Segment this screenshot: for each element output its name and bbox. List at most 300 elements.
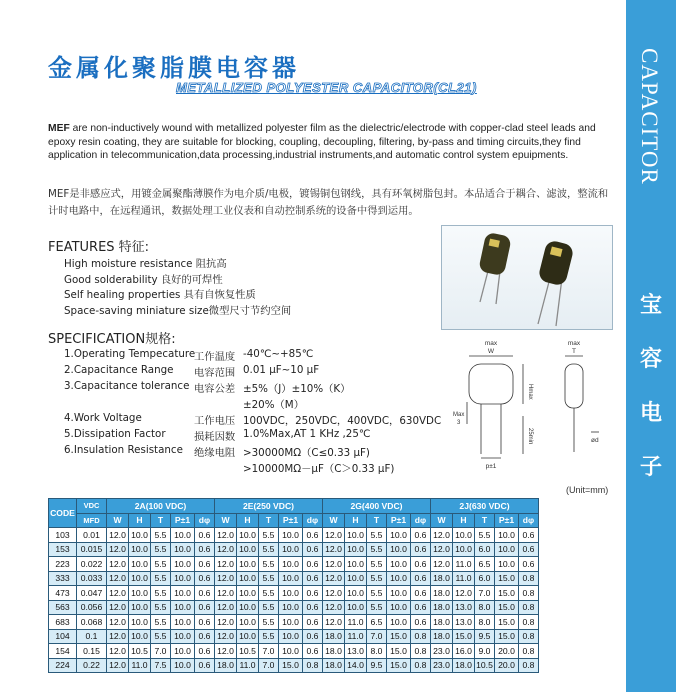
table-cell: 18.0 [431, 586, 453, 601]
table-cell: 11.0 [453, 557, 475, 572]
page-title-cn: 金属化聚脂膜电容器 [48, 54, 300, 82]
table-cell: 12.0 [215, 528, 237, 543]
table-cell: 18.0 [323, 629, 345, 644]
table-cell: 12.0 [107, 557, 129, 572]
table-cell: 10.0 [495, 528, 519, 543]
table-cell: 16.0 [453, 644, 475, 659]
dim-pitch-label: p±1 [485, 463, 497, 470]
intro-cn: MEF是非感应式，用镀金属聚酯薄膜作为电介质/电极，镀锡铜包钢线，具有环氧树脂包封。本品适合于耦合、滤波，整流和计时电路中，在远程通讯，数据处理工业仪表和自动控制系统的设备中得到运用。 [48, 188, 609, 217]
row-capacitance: 0.22 [77, 658, 107, 673]
table-cell: 18.0 [431, 600, 453, 615]
table-cell: 0.6 [519, 528, 539, 543]
spec-label-cn: 电容公差 [194, 383, 236, 395]
subcol-header: T [259, 513, 279, 528]
table-cell: 10.0 [345, 528, 367, 543]
table-cell: 0.6 [411, 571, 431, 586]
table-cell: 10.0 [171, 658, 195, 673]
table-cell: 0.6 [303, 528, 323, 543]
table-cell: 0.8 [519, 615, 539, 630]
subcol-header: H [453, 513, 475, 528]
table-cell: 0.6 [303, 615, 323, 630]
table-cell: 5.5 [151, 571, 171, 586]
table-cell: 12.0 [107, 629, 129, 644]
table-cell: 12.0 [107, 528, 129, 543]
group-header: 2A(100 VDC) [107, 499, 215, 514]
table-cell: 10.0 [387, 542, 411, 557]
table-cell: 0.6 [195, 542, 215, 557]
table-cell: 0.8 [303, 658, 323, 673]
table-cell: 10.0 [129, 557, 151, 572]
subcol-header: dφ [519, 513, 539, 528]
table-cell: 7.0 [367, 629, 387, 644]
table-cell: 0.6 [519, 542, 539, 557]
dim-lead-dia-label: ød [591, 437, 599, 444]
row-code: 333 [49, 571, 77, 586]
table-cell: 10.0 [279, 629, 303, 644]
table-cell: 12.0 [215, 600, 237, 615]
table-row [49, 557, 539, 572]
feature-item: High moisture resistance 阻抗高 [64, 258, 227, 270]
table-group-header-row [49, 499, 539, 514]
table-cell: 10.0 [237, 542, 259, 557]
table-cell: 18.0 [323, 644, 345, 659]
table-cell: 10.0 [453, 542, 475, 557]
table-cell: 5.5 [259, 586, 279, 601]
row-capacitance: 0.056 [77, 600, 107, 615]
row-code: 563 [49, 600, 77, 615]
table-cell: 5.5 [151, 542, 171, 557]
subcol-header: T [367, 513, 387, 528]
table-cell: 10.0 [237, 557, 259, 572]
spec-label-en: 5.Dissipation Factor [64, 428, 166, 440]
table-cell: 18.0 [431, 629, 453, 644]
group-header: 2J(630 VDC) [431, 499, 539, 514]
table-cell: 10.5 [237, 644, 259, 659]
table-cell: 15.0 [387, 629, 411, 644]
table-cell: 12.0 [431, 542, 453, 557]
table-cell: 10.5 [475, 658, 495, 673]
dim-max-t-label-b: T [572, 348, 576, 355]
table-cell: 5.5 [151, 586, 171, 601]
subcol-header: P±1 [387, 513, 411, 528]
table-cell: 6.0 [475, 571, 495, 586]
table-cell: 6.5 [367, 615, 387, 630]
table-cell: 10.0 [345, 600, 367, 615]
row-code: 683 [49, 615, 77, 630]
spec-value: >30000MΩ（C≤0.33 µF) [243, 447, 370, 459]
spec-label-en: 6.Insulation Resistance [64, 444, 183, 456]
specification-heading: SPECIFICATION规格: [48, 332, 176, 347]
table-cell: 10.0 [237, 600, 259, 615]
table-cell: 0.6 [411, 586, 431, 601]
table-cell: 15.0 [453, 629, 475, 644]
table-cell: 12.0 [323, 586, 345, 601]
table-cell: 12.0 [107, 615, 129, 630]
dimension-drawing [441, 336, 613, 476]
table-cell: 12.0 [215, 542, 237, 557]
table-cell: 5.5 [151, 615, 171, 630]
dimension-table [48, 498, 539, 673]
table-cell: 5.5 [259, 600, 279, 615]
subcol-header: H [345, 513, 367, 528]
spec-label-cn: 绝缘电阻 [194, 447, 236, 459]
dim-w-label: W [487, 348, 495, 355]
mfd-header: MFD [77, 513, 107, 528]
table-cell: 14.0 [345, 658, 367, 673]
table-cell: 5.5 [367, 600, 387, 615]
subcol-header: H [129, 513, 151, 528]
table-cell: 13.0 [345, 644, 367, 659]
table-cell: 0.8 [411, 658, 431, 673]
table-cell: 18.0 [215, 658, 237, 673]
table-cell: 10.0 [387, 528, 411, 543]
table-cell: 10.0 [495, 542, 519, 557]
table-cell: 10.0 [279, 600, 303, 615]
sidebar-title-en [626, 48, 676, 258]
brand-char: 子 [639, 454, 662, 480]
table-cell: 0.6 [195, 600, 215, 615]
table-cell: 23.0 [431, 644, 453, 659]
table-cell: 0.8 [519, 571, 539, 586]
table-cell: 12.0 [107, 571, 129, 586]
table-cell: 15.0 [279, 658, 303, 673]
table-cell: 8.0 [475, 615, 495, 630]
table-cell: 12.0 [107, 658, 129, 673]
spec-label-cn: 工作电压 [194, 415, 236, 427]
table-cell: 13.0 [453, 600, 475, 615]
row-capacitance: 0.033 [77, 571, 107, 586]
table-cell: 12.0 [215, 571, 237, 586]
table-cell: 10.0 [453, 528, 475, 543]
dim-max-t-label-a: max [567, 340, 581, 347]
table-cell: 0.8 [411, 629, 431, 644]
table-cell: 12.0 [323, 557, 345, 572]
row-capacitance: 0.068 [77, 615, 107, 630]
unit-note: (Unit=mm) [566, 485, 609, 495]
table-row [49, 528, 539, 543]
table-row [49, 644, 539, 659]
table-row [49, 542, 539, 557]
table-cell: 0.6 [411, 528, 431, 543]
table-cell: 7.0 [475, 586, 495, 601]
table-cell: 0.8 [519, 629, 539, 644]
subcol-header: P±1 [279, 513, 303, 528]
spec-value: ±20%（M） [243, 399, 304, 411]
row-code: 154 [49, 644, 77, 659]
table-cell: 10.0 [237, 615, 259, 630]
table-cell: 0.6 [411, 615, 431, 630]
subcol-header: dφ [195, 513, 215, 528]
table-cell: 0.6 [195, 644, 215, 659]
dimension-diagram-svg [441, 336, 613, 476]
table-cell: 12.0 [323, 528, 345, 543]
table-cell: 10.0 [237, 528, 259, 543]
spec-label-en: 3.Capacitance tolerance [64, 380, 190, 392]
table-cell: 0.8 [519, 600, 539, 615]
table-cell: 0.6 [195, 586, 215, 601]
table-cell: 0.6 [303, 629, 323, 644]
brand-char: 宝 [639, 292, 662, 318]
dim-max3-label-b: 3 [457, 420, 461, 426]
spec-value: 1.0%Max,AT 1 KHz ,25℃ [243, 428, 371, 440]
table-cell: 10.0 [387, 586, 411, 601]
subcol-header: dφ [411, 513, 431, 528]
table-cell: 5.5 [367, 542, 387, 557]
dim-max3-label-a: Max [453, 412, 465, 418]
table-cell: 12.0 [431, 528, 453, 543]
table-cell: 10.0 [387, 557, 411, 572]
spec-label-en: 1.Operating Tempecature [64, 348, 196, 360]
table-cell: 5.5 [367, 586, 387, 601]
table-cell: 12.0 [215, 615, 237, 630]
table-cell: 5.5 [151, 629, 171, 644]
table-cell: 5.5 [475, 528, 495, 543]
table-cell: 0.6 [303, 586, 323, 601]
table-cell: 20.0 [495, 658, 519, 673]
spec-value: 100VDC，250VDC，400VDC，630VDC [243, 415, 442, 427]
table-cell: 0.6 [303, 571, 323, 586]
table-cell: 12.0 [323, 600, 345, 615]
table-cell: 11.0 [129, 658, 151, 673]
table-cell: 0.8 [519, 658, 539, 673]
spec-label-en: 4.Work Voltage [64, 412, 142, 424]
table-cell: 12.0 [215, 629, 237, 644]
table-cell: 9.0 [475, 644, 495, 659]
subcol-header: W [215, 513, 237, 528]
table-cell: 5.5 [151, 557, 171, 572]
table-cell: 10.0 [171, 571, 195, 586]
table-cell: 15.0 [495, 615, 519, 630]
table-cell: 15.0 [387, 644, 411, 659]
table-cell: 5.5 [259, 542, 279, 557]
feature-item: Good solderability 良好的可焊性 [64, 273, 223, 286]
table-cell: 10.0 [171, 644, 195, 659]
table-cell: 9.5 [475, 629, 495, 644]
spec-value: -40℃~+85℃ [243, 348, 314, 360]
table-cell: 0.6 [303, 644, 323, 659]
table-cell: 12.0 [107, 542, 129, 557]
subcol-header: P±1 [495, 513, 519, 528]
table-cell: 10.0 [237, 629, 259, 644]
row-capacitance: 0.022 [77, 557, 107, 572]
spec-value: >10000MΩ－µF（C＞0.33 µF) [243, 463, 395, 475]
table-row [49, 629, 539, 644]
table-cell: 0.6 [303, 600, 323, 615]
table-cell: 11.0 [237, 658, 259, 673]
table-cell: 15.0 [495, 600, 519, 615]
table-cell: 10.0 [171, 629, 195, 644]
table-cell: 0.6 [411, 600, 431, 615]
brand-char: 电 [639, 400, 662, 426]
row-code: 103 [49, 528, 77, 543]
table-cell: 0.6 [195, 571, 215, 586]
table-cell: 11.0 [453, 571, 475, 586]
table-cell: 10.0 [129, 600, 151, 615]
sidebar-brand-cn [626, 285, 676, 501]
table-cell: 20.0 [495, 644, 519, 659]
subcol-header: H [237, 513, 259, 528]
table-cell: 10.0 [279, 557, 303, 572]
table-cell: 13.0 [453, 615, 475, 630]
code-header: CODE [49, 499, 77, 528]
table-cell: 10.0 [171, 615, 195, 630]
table-cell: 5.5 [259, 615, 279, 630]
table-cell: 5.5 [259, 629, 279, 644]
table-cell: 5.5 [151, 528, 171, 543]
table-cell: 15.0 [495, 571, 519, 586]
table-cell: 6.5 [475, 557, 495, 572]
table-cell: 0.8 [411, 644, 431, 659]
table-cell: 10.0 [129, 586, 151, 601]
table-cell: 10.0 [237, 571, 259, 586]
subcol-header: T [151, 513, 171, 528]
table-cell: 12.0 [215, 557, 237, 572]
table-cell: 11.0 [345, 615, 367, 630]
vdc-header: VDC [77, 499, 107, 514]
table-cell: 0.6 [411, 542, 431, 557]
table-cell: 12.0 [107, 586, 129, 601]
row-code: 223 [49, 557, 77, 572]
table-cell: 10.0 [171, 542, 195, 557]
table-cell: 10.0 [171, 600, 195, 615]
subcol-header: W [323, 513, 345, 528]
table-cell: 15.0 [495, 586, 519, 601]
table-cell: 10.0 [345, 586, 367, 601]
table-cell: 10.0 [171, 586, 195, 601]
table-row [49, 615, 539, 630]
table-cell: 7.0 [151, 644, 171, 659]
table-cell: 0.6 [519, 557, 539, 572]
table-cell: 10.0 [171, 528, 195, 543]
table-cell: 10.0 [279, 542, 303, 557]
feature-item: Self healing properties 具有自恢复性质 [64, 289, 256, 302]
table-cell: 0.6 [195, 528, 215, 543]
table-cell: 0.8 [519, 644, 539, 659]
row-capacitance: 0.047 [77, 586, 107, 601]
subcol-header: W [431, 513, 453, 528]
table-cell: 10.0 [279, 571, 303, 586]
table-subheader-row [49, 513, 539, 528]
row-code: 153 [49, 542, 77, 557]
table-cell: 8.0 [367, 644, 387, 659]
table-cell: 10.5 [129, 644, 151, 659]
spec-value: 0.01 µF~10 µF [243, 364, 320, 376]
table-cell: 10.0 [495, 557, 519, 572]
table-cell: 12.0 [453, 586, 475, 601]
table-cell: 10.0 [129, 615, 151, 630]
table-cell: 12.0 [323, 542, 345, 557]
table-cell: 0.8 [519, 586, 539, 601]
features-list [64, 257, 291, 320]
table-cell: 11.0 [345, 629, 367, 644]
table-cell: 5.5 [259, 571, 279, 586]
row-capacitance: 0.01 [77, 528, 107, 543]
table-cell: 15.0 [387, 658, 411, 673]
table-cell: 5.5 [367, 557, 387, 572]
table-cell: 10.0 [387, 615, 411, 630]
spec-label-en: 2.Capacitance Range [64, 364, 174, 376]
table-row [49, 658, 539, 673]
table-cell: 6.0 [475, 542, 495, 557]
subcol-header: W [107, 513, 129, 528]
table-cell: 15.0 [495, 629, 519, 644]
spec-value: ±5%（J）±10%（K） [243, 383, 351, 395]
subcol-header: dφ [303, 513, 323, 528]
table-cell: 10.0 [345, 571, 367, 586]
table-cell: 10.0 [237, 586, 259, 601]
table-cell: 8.0 [475, 600, 495, 615]
table-cell: 12.0 [107, 644, 129, 659]
table-cell: 5.5 [367, 528, 387, 543]
table-cell: 10.0 [387, 571, 411, 586]
feature-item: Space-saving miniature size微型尺寸节约空间 [64, 305, 292, 318]
table-cell: 10.0 [345, 542, 367, 557]
page-title-en: METALLIZED POLYESTER CAPACITOR(CL21) [176, 80, 477, 95]
dim-max-label: max [484, 340, 498, 347]
table-cell: 18.0 [323, 658, 345, 673]
table-cell: 10.0 [129, 571, 151, 586]
table-cell: 12.0 [323, 615, 345, 630]
table-cell: 10.0 [279, 615, 303, 630]
table-cell: 12.0 [323, 571, 345, 586]
row-code: 104 [49, 629, 77, 644]
table-cell: 0.6 [303, 542, 323, 557]
table-cell: 10.0 [129, 629, 151, 644]
intro-en-text: are non-inductively wound with metallized polyester film as the dielectric/electrode with copper-clad steel leads and epoxy resin coating, they are suitable for blocking, coupling, decoupling, filtering, by-pass and timing circuits,they find application in telecommunication,data processing,industrial instruments,and automatic control system epuipments. [48, 123, 596, 161]
group-header: 2G(400 VDC) [323, 499, 431, 514]
row-code: 473 [49, 586, 77, 601]
spec-label-cn: 电容范围 [194, 367, 236, 379]
capacitor-photo-illustration [442, 226, 612, 329]
sidebar-title-text: CAPACITOR [637, 48, 662, 185]
table-cell: 12.0 [107, 600, 129, 615]
table-cell: 10.0 [129, 542, 151, 557]
table-cell: 0.6 [195, 557, 215, 572]
table-cell: 0.6 [195, 629, 215, 644]
table-cell: 10.0 [279, 586, 303, 601]
table-body [49, 499, 539, 673]
table-cell: 0.6 [303, 557, 323, 572]
table-cell: 5.5 [259, 528, 279, 543]
table-cell: 7.0 [259, 658, 279, 673]
table-cell: 12.0 [215, 644, 237, 659]
table-cell: 0.6 [195, 658, 215, 673]
dim-hmax-label: Hmax [527, 384, 533, 400]
table-row [49, 571, 539, 586]
row-capacitance: 0.1 [77, 629, 107, 644]
table-cell: 10.0 [279, 528, 303, 543]
table-cell: 7.5 [151, 658, 171, 673]
dim-lead-length-label: 25min [527, 428, 533, 445]
table-cell: 10.0 [387, 600, 411, 615]
row-code: 224 [49, 658, 77, 673]
table-cell: 10.0 [171, 557, 195, 572]
spec-label-cn: 工作温度 [194, 351, 236, 363]
table-row [49, 586, 539, 601]
subcol-header: T [475, 513, 495, 528]
table-cell: 7.0 [259, 644, 279, 659]
table-cell: 23.0 [431, 658, 453, 673]
table-cell: 5.5 [259, 557, 279, 572]
table-cell: 18.0 [453, 658, 475, 673]
intro-en [48, 122, 614, 163]
intro-product-code: MEF [48, 123, 70, 134]
table-cell: 0.6 [195, 615, 215, 630]
subcol-header: P±1 [171, 513, 195, 528]
table-cell: 0.6 [411, 557, 431, 572]
table-cell: 18.0 [431, 571, 453, 586]
table-cell: 5.5 [151, 600, 171, 615]
